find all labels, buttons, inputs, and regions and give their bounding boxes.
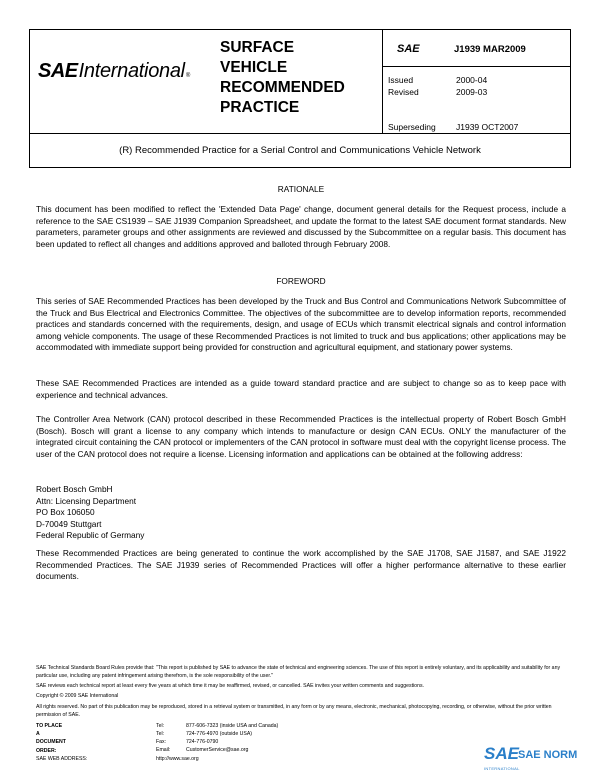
doc-type-line: VEHICLE <box>220 59 288 76</box>
foreword-heading: FOREWORD <box>276 276 326 286</box>
issued-label: Issued <box>388 75 414 85</box>
contact-key: Fax: <box>156 739 167 745</box>
sae-small-logo: SAE <box>397 43 420 55</box>
header-divider-horizontal <box>382 66 570 67</box>
contact-row <box>156 746 248 754</box>
address-line: D-70049 Stuttgart <box>36 518 102 529</box>
bosch-address <box>36 484 144 542</box>
doc-type-line: PRACTICE <box>220 99 300 116</box>
footer-rights: All rights reserved. No part of this publication may be reproduced, stored in a retrieval system or transmitted, in any form or by any means, electronic, mechanical, photocopying, recording, or otherwise, without the prior written permission of SAE. <box>36 704 552 719</box>
web-address-link[interactable]: http://www.sae.org <box>156 756 199 762</box>
rationale-paragraph: This document has been modified to reflect the 'Extended Data Page' change, document general details for the Request process, include a reference to the SAE CS1939 – SAE J1939 Companion Spreadsheet, and update the format to the latest SAE document format standards. New parameters, parameter groups and other assignments are reviewed and discussed by the Subcommittee on a regular basis. This document has been updated to reflect all changes and additions approved and balloted through February 2008. <box>36 204 566 249</box>
foreword-paragraph-3: The Controller Area Network (CAN) protocol described in these Recommended Practices is the intellectual property of Robert Bosch GmbH (Bosch). Bosch will grant a license to any company which intends to manufacture or design CAN ECUs. ONLY the manufacturer of the integrated circuit containing the CAN protocol or implementers of the CAN protocol in software must deal with the copyright license process. The user of the CAN protocol does not require a license. Licensing information and applications can be obtained at the following address: <box>36 414 566 459</box>
email-link[interactable]: CustomerService@sae.org <box>186 747 249 753</box>
sae-norm-badge <box>484 744 519 764</box>
issued-value: 2000-04 <box>456 75 488 85</box>
document-title: (R) Recommended Practice for a Serial Control and Communications Vehicle Network <box>29 134 571 168</box>
revised-value: 2009-03 <box>456 87 488 97</box>
logo-international-text: International <box>78 60 185 82</box>
address-line: PO Box 106050 <box>36 507 95 517</box>
sae-international-logo <box>38 60 190 86</box>
footer-policy: SAE Technical Standards Board Rules provide that: "This report is published by SAE to advance the state of technical and engineering sciences. The use of this report is entirely voluntary, and its applicability and suitability for any particular use, including any patent infringement arising therefrom, is the sole responsibility of the user." <box>36 665 561 680</box>
badge-sae-text: SAE <box>484 744 519 763</box>
address-line: Attn: Licensing Department <box>36 495 137 506</box>
footer-copyright: Copyright © 2009 SAE International <box>36 693 119 699</box>
logo-sae-text: SAE <box>38 60 78 82</box>
foreword-paragraph-4: These Recommended Practices are being generated to continue the work accomplished by the SAE J1708, SAE J1587, and SAE J1922 Recommended Practices. The SAE J1939 series of Recommended Practices will offer a higher performance alternative to these earlier documents. <box>36 548 566 581</box>
superseding-value: J1939 OCT2007 <box>456 122 519 132</box>
foreword-paragraph-1: This series of SAE Recommended Practices has been developed by the Truck and Bus Control and Communications Network Subcommittee of the Truck and Bus Electrical and Electronics Committee. The objectives of the subcommittee are to develop information reports, recommended practices and standards concerned with the requirements, design, and usage of ECUs which transmit electrical signals and control information among vehicle components. The usage of these Recommended Practices is not limited to truck and bus applications; other applications may be accommodated with immediate support being provided for construction and agricultural equipment, and stationary power systems. <box>36 296 566 352</box>
footer-review: SAE reviews each technical report at least every five years at which time it may be reaffirmed, revised, or cancelled. SAE invites your written comments and suggestions. <box>36 683 424 689</box>
document-type <box>220 38 375 118</box>
order-label: TO PLACE A DOCUMENT ORDER: <box>36 723 66 754</box>
contact-key: Tel: <box>156 731 165 737</box>
address-line: Robert Bosch GmbH <box>36 484 113 494</box>
doc-type-line: RECOMMENDED <box>220 79 345 96</box>
rationale-heading: RATIONALE <box>277 184 325 194</box>
contact-key: Email: <box>156 747 171 753</box>
foreword-paragraph-2: These SAE Recommended Practices are intended as a guide toward standard practice and are subject to change so as to keep pace with experience and technical advances. <box>36 378 566 400</box>
contact-value[interactable]: 724-776-4970 (outside USA) <box>186 731 253 737</box>
address-line: Federal Republic of Germany <box>36 530 145 540</box>
contact-value[interactable]: 877-606-7323 (inside USA and Canada) <box>186 723 279 729</box>
contact-key: Tel: <box>156 723 165 729</box>
revised-label: Revised <box>388 87 419 97</box>
document-header <box>29 29 571 134</box>
badge-norm-text: SAE NORM <box>518 749 578 761</box>
badge-subtitle: INTERNATIONAL <box>484 766 520 771</box>
doc-type-line: SURFACE <box>220 39 295 56</box>
contact-row <box>156 722 278 730</box>
document-number: J1939 MAR2009 <box>454 44 526 55</box>
logo-trademark: ® <box>185 73 191 79</box>
contact-row <box>156 738 218 746</box>
contact-row <box>156 730 252 738</box>
superseding-label: Superseding <box>388 122 436 132</box>
web-address-label: SAE WEB ADDRESS: <box>36 756 88 762</box>
contact-value: 724-776-0790 <box>186 739 219 745</box>
header-divider-vertical <box>382 30 383 133</box>
